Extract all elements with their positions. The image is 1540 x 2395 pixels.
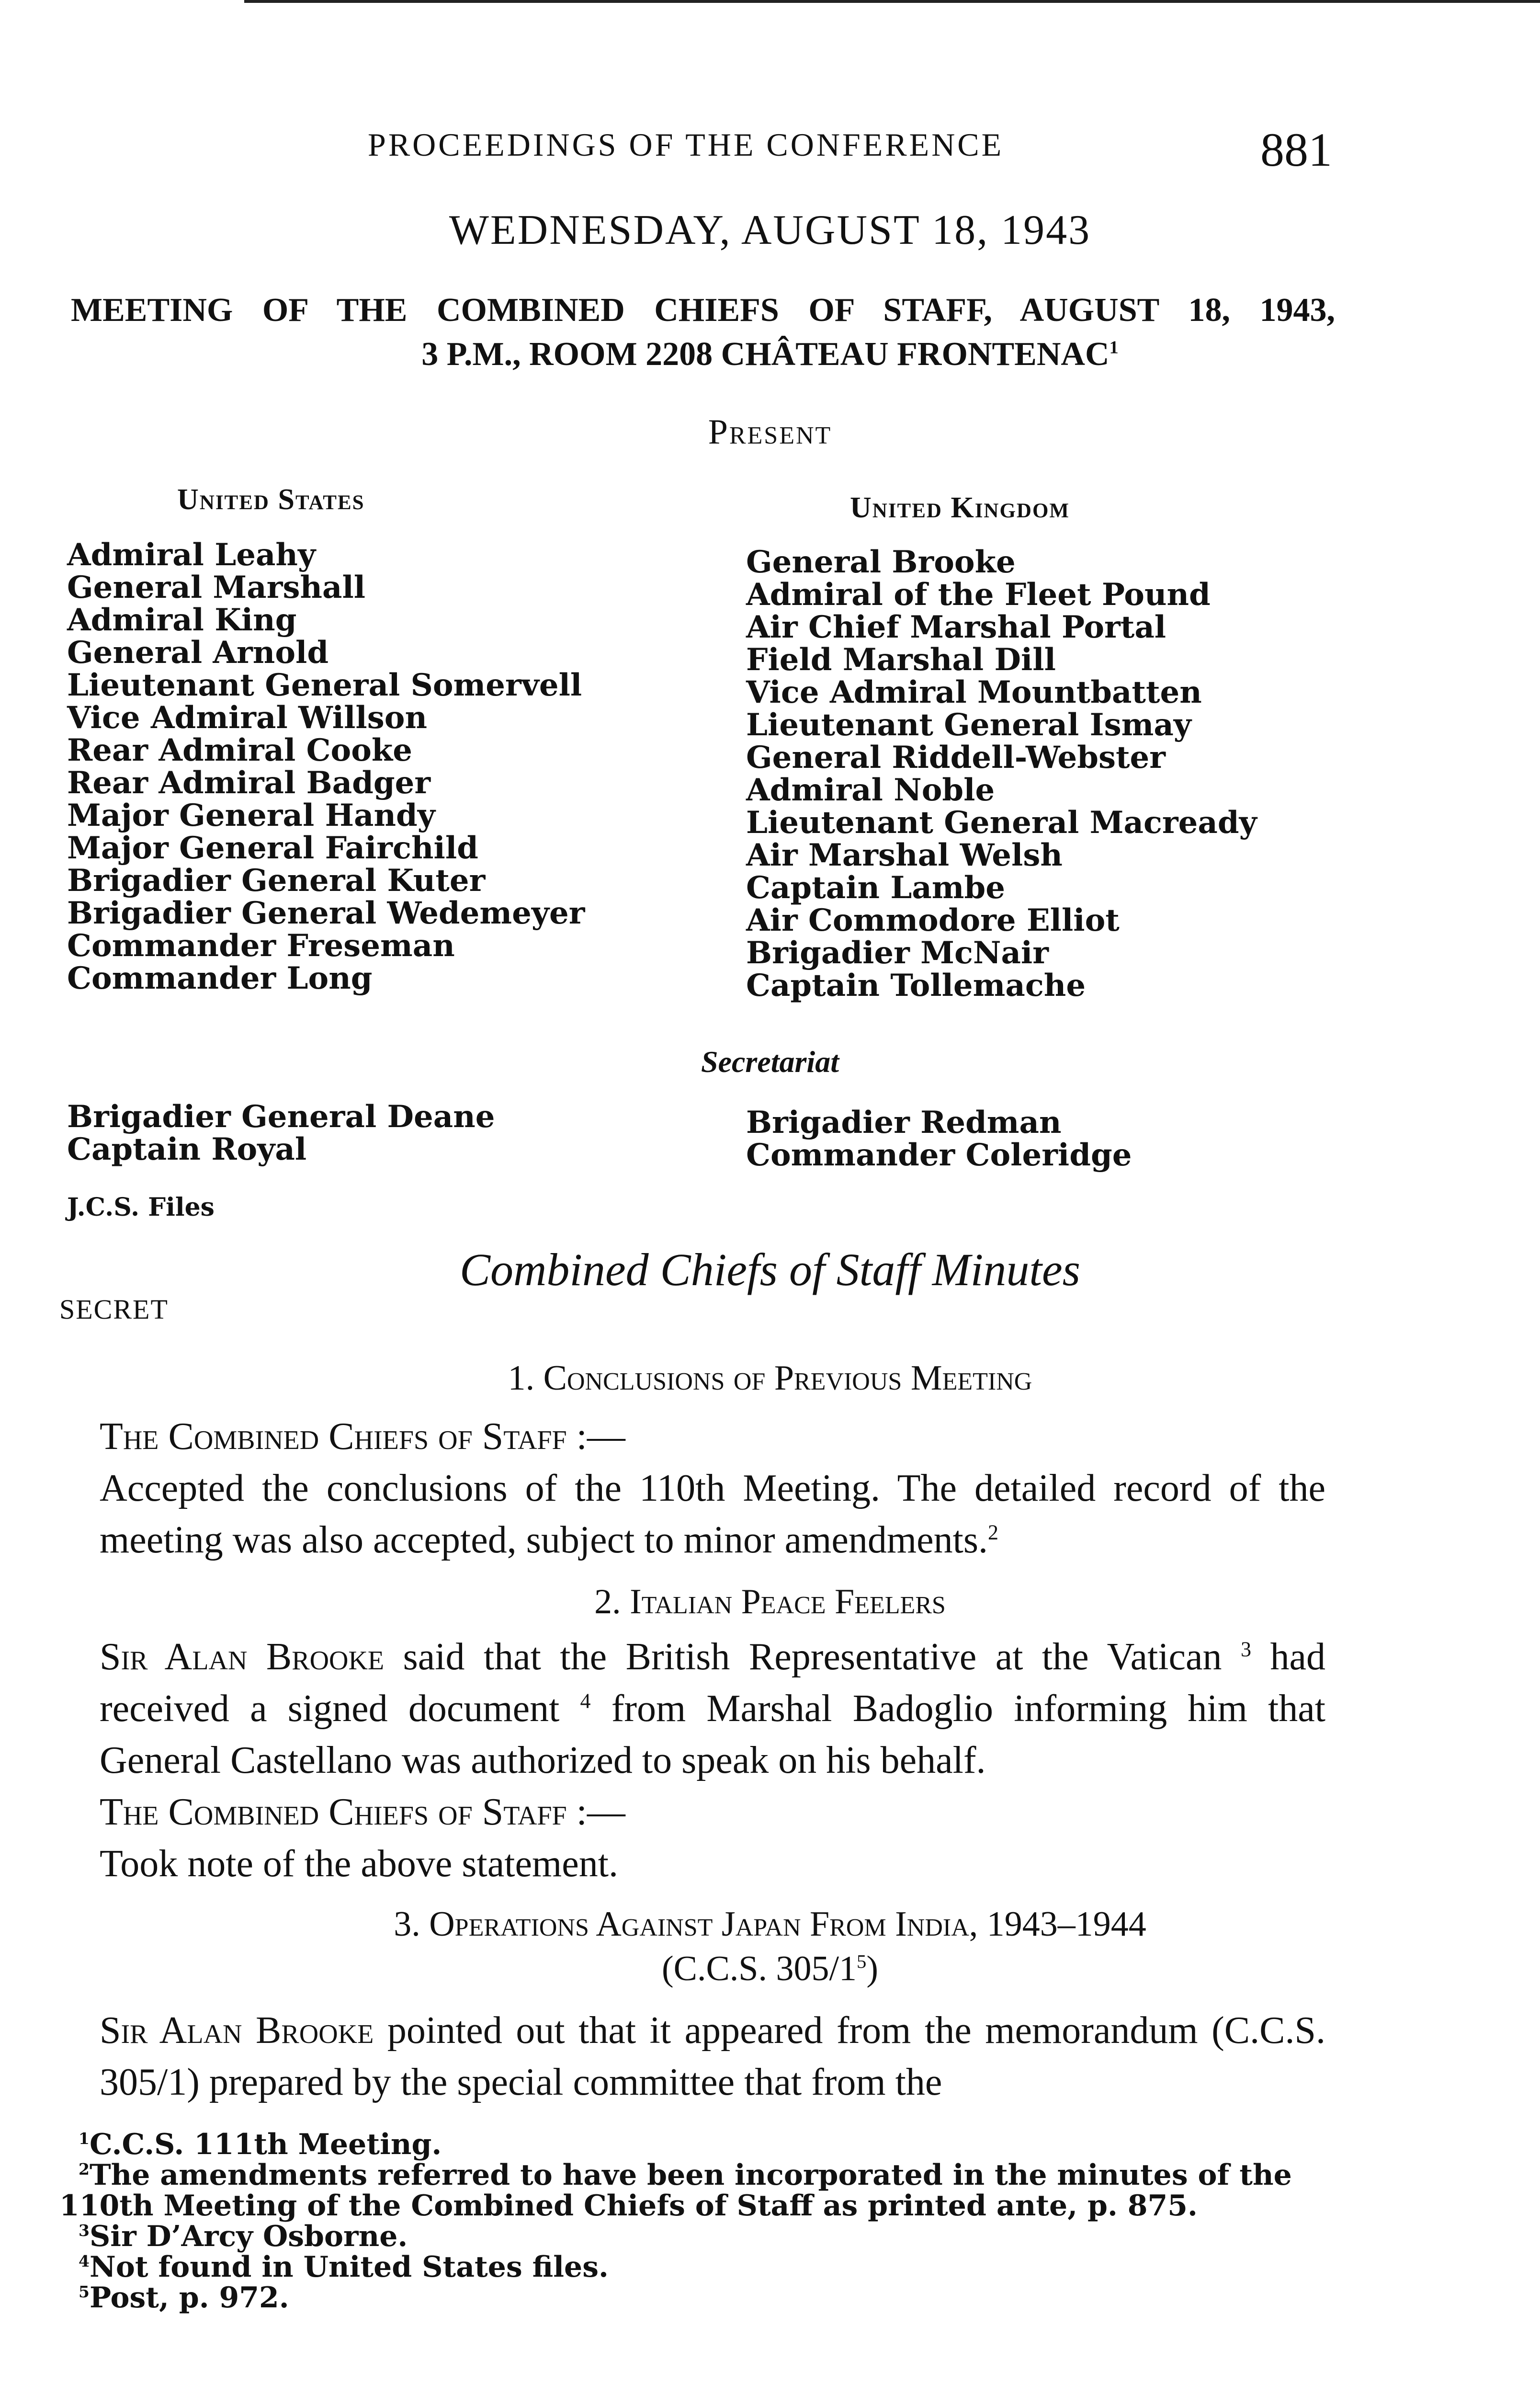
attendee-name: Admiral of the Fleet Pound: [746, 577, 1211, 613]
footnote-ref-4: 4: [580, 1689, 591, 1713]
attendee-name: Brigadier General Kuter: [67, 863, 486, 899]
united-kingdom-heading: United Kingdom: [850, 491, 1070, 524]
section-3-text: pointed out that it appeared from the memorandum (C.C.S. 305/1) prepared by the special committee that from the: [100, 2009, 1325, 2103]
united-states-list: [67, 539, 585, 995]
footnotes: [59, 2129, 1333, 2313]
section-3-speaker: Sir Alan Brooke: [100, 2009, 374, 2052]
section-3-title: 3. Operations Against Japan From India, 1943–1944: [394, 1905, 1146, 1944]
section-2-text-b: had received a signed document: [100, 1636, 1325, 1730]
section-2-lead: The Combined Chiefs of Staff :—: [100, 1791, 625, 1833]
footnote-text: C.C.S. 111th Meeting.: [89, 2128, 442, 2161]
attendee-name: Commander Freseman: [67, 928, 455, 964]
meeting-heading-line2-text: 3 P.M., ROOM 2208 CHÂTEAU FRONTENAC: [421, 336, 1110, 373]
footnote: [59, 2252, 1333, 2282]
footnote: [59, 2221, 1333, 2252]
secretariat-name: Brigadier General Deane: [67, 1099, 495, 1135]
footnote-ref-1: 1: [1109, 337, 1119, 358]
attendee-name: Vice Admiral Mountbatten: [746, 674, 1202, 710]
footnote: [59, 2160, 1333, 2190]
attendee-name: General Riddell-Webster: [746, 740, 1166, 776]
footnote-number: 4: [79, 2252, 90, 2270]
attendee-name: Admiral Noble: [746, 772, 995, 808]
attendee-name: Admiral Leahy: [67, 537, 316, 573]
secretariat-uk-list: [746, 1106, 1132, 1172]
attendee-name: Vice Admiral Willson: [67, 700, 427, 736]
section-2-paragraph: [100, 1631, 1325, 1786]
section-3-subtitle: [0, 1949, 1540, 1989]
section-3-subtitle-end: ): [866, 1949, 879, 1988]
section-2-body: [100, 1631, 1325, 1890]
attendee-name: Rear Admiral Cooke: [67, 732, 412, 768]
attendee-name: Lieutenant General Macready: [746, 805, 1257, 841]
section-1-paragraph: Accepted the conclusions of the 110th Meeting. The detailed record of the meeting was also accepted, subject to minor amendments.: [100, 1467, 1325, 1561]
section-1-body: [100, 1411, 1325, 1566]
section-1-lead: The Combined Chiefs of Staff :—: [100, 1415, 625, 1458]
secretariat-name: Brigadier Redman: [746, 1105, 1062, 1140]
footnote: [59, 2190, 1333, 2221]
footnote-text: 110th Meeting of the Combined Chiefs of Staff as printed ante, p. 875.: [59, 2189, 1198, 2223]
section-2-text-c: from Marshal Badoglio informing him that General Castellano was authorized to speak on his behalf.: [100, 1688, 1325, 1781]
footnote-ref-3: 3: [1241, 1637, 1252, 1661]
section-1-title: 1. Conclusions of Previous Meeting: [508, 1358, 1032, 1398]
attendee-name: Major General Fairchild: [67, 830, 478, 866]
present-heading: Present: [708, 412, 832, 452]
secretariat-us-list: [67, 1101, 495, 1166]
attendee-name: Lieutenant General Somervell: [67, 667, 582, 703]
footnote-text: Not found in United States files.: [89, 2250, 609, 2284]
attendee-name: Lieutenant General Ismay: [746, 707, 1191, 743]
united-kingdom-list: [746, 546, 1257, 1002]
section-2-title: 2. Italian Peace Feelers: [594, 1582, 946, 1621]
attendee-name: Major General Handy: [67, 798, 435, 833]
meeting-heading-line1: MEETING OF THE COMBINED CHIEFS OF STAFF, AUGUST 18, 1943,: [71, 292, 1335, 329]
footnote-text: Sir D’Arcy Osborne.: [89, 2220, 408, 2253]
secretariat-heading: Secretariat: [701, 1045, 839, 1079]
section-3-body: [100, 2005, 1325, 2108]
footnote: [59, 2129, 1333, 2160]
running-head: PROCEEDINGS OF THE CONFERENCE: [368, 126, 1004, 163]
classification-label: SECRET: [59, 1294, 169, 1325]
attendee-name: Brigadier McNair: [746, 935, 1049, 971]
attendee-name: Rear Admiral Badger: [67, 765, 431, 801]
footnote: [59, 2282, 1333, 2313]
attendee-name: General Brooke: [746, 544, 1016, 580]
date-heading: WEDNESDAY, AUGUST 18, 1943: [449, 207, 1091, 253]
section-2-text-a: said that the British Representative at the Vatican: [384, 1636, 1241, 1678]
page-number: 881: [1260, 123, 1332, 176]
footnote-number: 2: [79, 2160, 90, 2178]
attendee-name: Air Chief Marshal Portal: [746, 609, 1166, 645]
secretariat-name: Commander Coleridge: [746, 1137, 1132, 1173]
top-border-line: [244, 0, 1540, 3]
attendee-name: Air Commodore Elliot: [746, 902, 1120, 938]
attendee-name: Admiral King: [67, 602, 297, 638]
attendee-name: Captain Tollemache: [746, 968, 1086, 1004]
section-3-subtitle-text: (C.C.S. 305/1: [661, 1949, 857, 1988]
minutes-title: Combined Chiefs of Staff Minutes: [460, 1244, 1080, 1295]
footnote-number: 1: [79, 2129, 90, 2148]
attendee-name: Commander Long: [67, 960, 373, 996]
meeting-heading-line2: [0, 335, 1540, 374]
section-1-text: [100, 1462, 1325, 1566]
footnote-ref-5: 5: [857, 1950, 867, 1973]
attendee-name: Brigadier General Wedemeyer: [67, 895, 585, 931]
attendee-name: Air Marshal Welsh: [746, 837, 1063, 873]
footnote-text: The amendments referred to have been incorporated in the minutes of the: [89, 2158, 1292, 2192]
attendee-name: Field Marshal Dill: [746, 642, 1056, 678]
section-2-conclusion: Took note of the above statement.: [100, 1843, 618, 1885]
attendee-name: Captain Lambe: [746, 870, 1005, 906]
attendee-name: General Arnold: [67, 635, 329, 671]
secretariat-name: Captain Royal: [67, 1131, 307, 1167]
footnote-ref-2: 2: [988, 1520, 998, 1544]
section-3-paragraph: [100, 2005, 1325, 2108]
attendee-name: General Marshall: [67, 570, 366, 605]
footnote-text: Post, p. 972.: [89, 2281, 289, 2315]
united-states-heading: United States: [177, 483, 365, 516]
source-note: J.C.S. Files: [67, 1193, 215, 1222]
footnote-number: 3: [79, 2221, 90, 2240]
footnote-number: 5: [79, 2282, 90, 2301]
section-2-speaker: Sir Alan Brooke: [100, 1636, 385, 1678]
